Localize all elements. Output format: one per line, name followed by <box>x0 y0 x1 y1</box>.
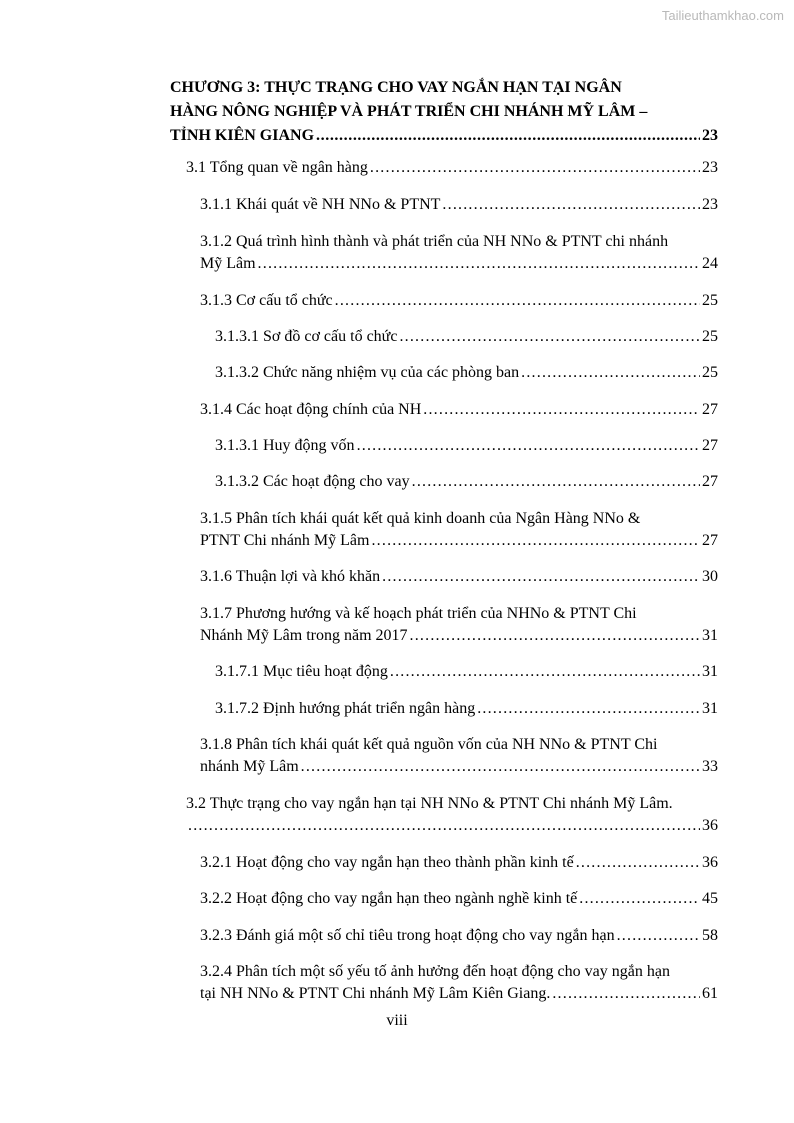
dot-leader <box>399 326 700 348</box>
dot-leader <box>617 925 700 947</box>
toc-page-number: 33 <box>702 758 718 775</box>
toc-page-number: 31 <box>702 663 718 680</box>
toc-entry-3-1-3[interactable] <box>200 290 718 312</box>
toc-label: 3.1.3.1 Sơ đồ cơ cấu tổ chức <box>215 328 398 345</box>
toc-page-number: 23 <box>702 127 718 144</box>
dot-leader <box>576 852 700 874</box>
toc-label: 3.1.3.2 Các hoạt động cho vay <box>215 473 410 490</box>
toc-page-number: 27 <box>702 473 718 490</box>
toc-page-number: 31 <box>702 700 718 717</box>
toc-entry-huy-dong-von[interactable] <box>215 435 718 457</box>
toc-label: 3.2.2 Hoạt động cho vay ngắn hạn theo ngành nghề kinh tế <box>200 890 578 907</box>
toc-label: Nhánh Mỹ Lâm trong năm 2017 <box>200 627 408 644</box>
toc-entry-3-2-3[interactable] <box>200 925 718 947</box>
toc-page-number: 27 <box>702 437 718 454</box>
toc-label: 3.1.6 Thuận lợi và khó khăn <box>200 568 381 585</box>
toc-page-number: 27 <box>702 401 718 418</box>
dot-leader <box>258 253 700 275</box>
dot-leader <box>370 157 700 179</box>
toc-page-number: 61 <box>702 985 718 1002</box>
toc-label: tại NH NNo & PTNT Chi nhánh Mỹ Lâm Kiên Giang. <box>200 985 551 1002</box>
toc-entry-3-1-7-2[interactable] <box>215 698 718 720</box>
dot-leader <box>410 625 700 647</box>
dot-leader <box>477 698 700 720</box>
toc-page-number: 24 <box>702 255 718 272</box>
chapter-title-line-3 <box>170 124 718 148</box>
dot-leader <box>316 124 700 148</box>
dot-leader <box>442 194 700 216</box>
toc-page-number: 31 <box>702 627 718 644</box>
toc-page-number: 58 <box>702 927 718 944</box>
toc-label: 3.2.1 Hoạt động cho vay ngắn hạn theo thành phần kinh tế <box>200 854 574 871</box>
dot-leader <box>188 815 700 837</box>
toc-entry-3-2-2[interactable] <box>200 888 718 910</box>
dot-leader <box>423 399 700 421</box>
toc-label: 3.1.7.1 Mục tiêu hoạt động <box>215 663 388 680</box>
toc-page-number: 30 <box>702 568 718 585</box>
toc-entry-3-1[interactable] <box>186 157 718 179</box>
dot-leader <box>579 888 700 910</box>
toc-page-number: 23 <box>702 196 718 213</box>
dot-leader <box>371 530 700 552</box>
chapter-title-line-1: CHƯƠNG 3: THỰC TRẠNG CHO VAY NGẮN HẠN TẠI NGÂN <box>170 79 622 96</box>
toc-entry-3-1-7[interactable] <box>200 625 718 647</box>
toc-label: 3.1.3 Cơ cấu tổ chức <box>200 292 333 309</box>
dot-leader <box>335 290 700 312</box>
watermark: Tailieuthamkhao.com <box>661 8 784 23</box>
toc-entry-3-1-7-line-1[interactable]: 3.1.7 Phương hướng và kế hoạch phát triển của NHNo & PTNT Chi <box>200 605 637 622</box>
toc-label: 3.1.1 Khái quát về NH NNo & PTNT <box>200 196 441 213</box>
toc-entry-3-1-5-line-1[interactable]: 3.1.5 Phân tích khái quát kết quả kinh doanh của Ngân Hàng NNo & <box>200 510 641 527</box>
toc-page-number: 25 <box>702 328 718 345</box>
toc-label: 3.1 Tổng quan về ngân hàng <box>186 159 368 176</box>
toc-entry-3-1-7-1[interactable] <box>215 661 718 683</box>
chapter-title-line-2: HÀNG NÔNG NGHIỆP VÀ PHÁT TRIỂN CHI NHÁNH MỸ LÂM – <box>170 103 648 120</box>
dot-leader <box>521 362 700 384</box>
toc-label: PTNT Chi nhánh Mỹ Lâm <box>200 532 370 549</box>
dot-leader <box>382 566 700 588</box>
toc-page-number: 27 <box>702 532 718 549</box>
toc-entry-3-2-1[interactable] <box>200 852 718 874</box>
toc-entry-3-2-4[interactable] <box>200 983 718 1005</box>
chapter-heading[interactable] <box>170 76 718 148</box>
toc-label: 3.1.3.1 Huy động vốn <box>215 437 355 454</box>
toc-entry-3-1-4[interactable] <box>200 399 718 421</box>
toc-entry-3-1-5[interactable] <box>200 530 718 552</box>
dot-leader <box>552 983 700 1005</box>
toc-label: TỈNH KIÊN GIANG <box>170 127 315 144</box>
dot-leader <box>412 471 700 493</box>
toc-entry-3-1-2-line-1[interactable]: 3.1.2 Quá trình hình thành và phát triển của NH NNo & PTNT chi nhánh <box>200 233 669 250</box>
dot-leader <box>390 661 700 683</box>
toc-page-number: 25 <box>702 364 718 381</box>
dot-leader <box>301 756 700 778</box>
toc-page-number: 36 <box>702 817 718 834</box>
toc-entry-3-1-1[interactable] <box>200 194 718 216</box>
toc-entry-3-1-8[interactable] <box>200 756 718 778</box>
toc-page-number: 23 <box>702 159 718 176</box>
dot-leader <box>357 435 700 457</box>
toc-entry-3-1-6[interactable] <box>200 566 718 588</box>
toc-label: nhánh Mỹ Lâm <box>200 758 299 775</box>
page-number-footer: viii <box>386 1012 408 1029</box>
toc-label: 3.1.3.2 Chức năng nhiệm vụ của các phòng ban <box>215 364 520 381</box>
toc-page-number: 45 <box>702 890 718 907</box>
toc-entry-3-2[interactable] <box>186 815 718 837</box>
toc-label: 3.1.4 Các hoạt động chính của NH <box>200 401 422 418</box>
toc-page-number: 36 <box>702 854 718 871</box>
toc-entry-cac-hoat-dong-cho-vay[interactable] <box>215 471 718 493</box>
toc-entry-3-1-3-2[interactable] <box>215 362 718 384</box>
toc-label: Mỹ Lâm <box>200 255 256 272</box>
toc-page-number: 25 <box>702 292 718 309</box>
toc-entry-3-1-8-line-1[interactable]: 3.1.8 Phân tích khái quát kết quả nguồn vốn của NH NNo & PTNT Chi <box>200 736 658 753</box>
toc-label: 3.2.3 Đánh giá một số chỉ tiêu trong hoạt động cho vay ngắn hạn <box>200 927 615 944</box>
toc-entry-3-2-line-1[interactable]: 3.2 Thực trạng cho vay ngắn hạn tại NH NNo & PTNT Chi nhánh Mỹ Lâm. <box>186 795 673 812</box>
toc-entry-3-1-2[interactable] <box>200 253 718 275</box>
toc-entry-3-1-3-1[interactable] <box>215 326 718 348</box>
toc-entry-3-2-4-line-1[interactable]: 3.2.4 Phân tích một số yếu tố ảnh hưởng đến hoạt động cho vay ngắn hạn <box>200 963 670 980</box>
toc-label: 3.1.7.2 Định hướng phát triển ngân hàng <box>215 700 476 717</box>
